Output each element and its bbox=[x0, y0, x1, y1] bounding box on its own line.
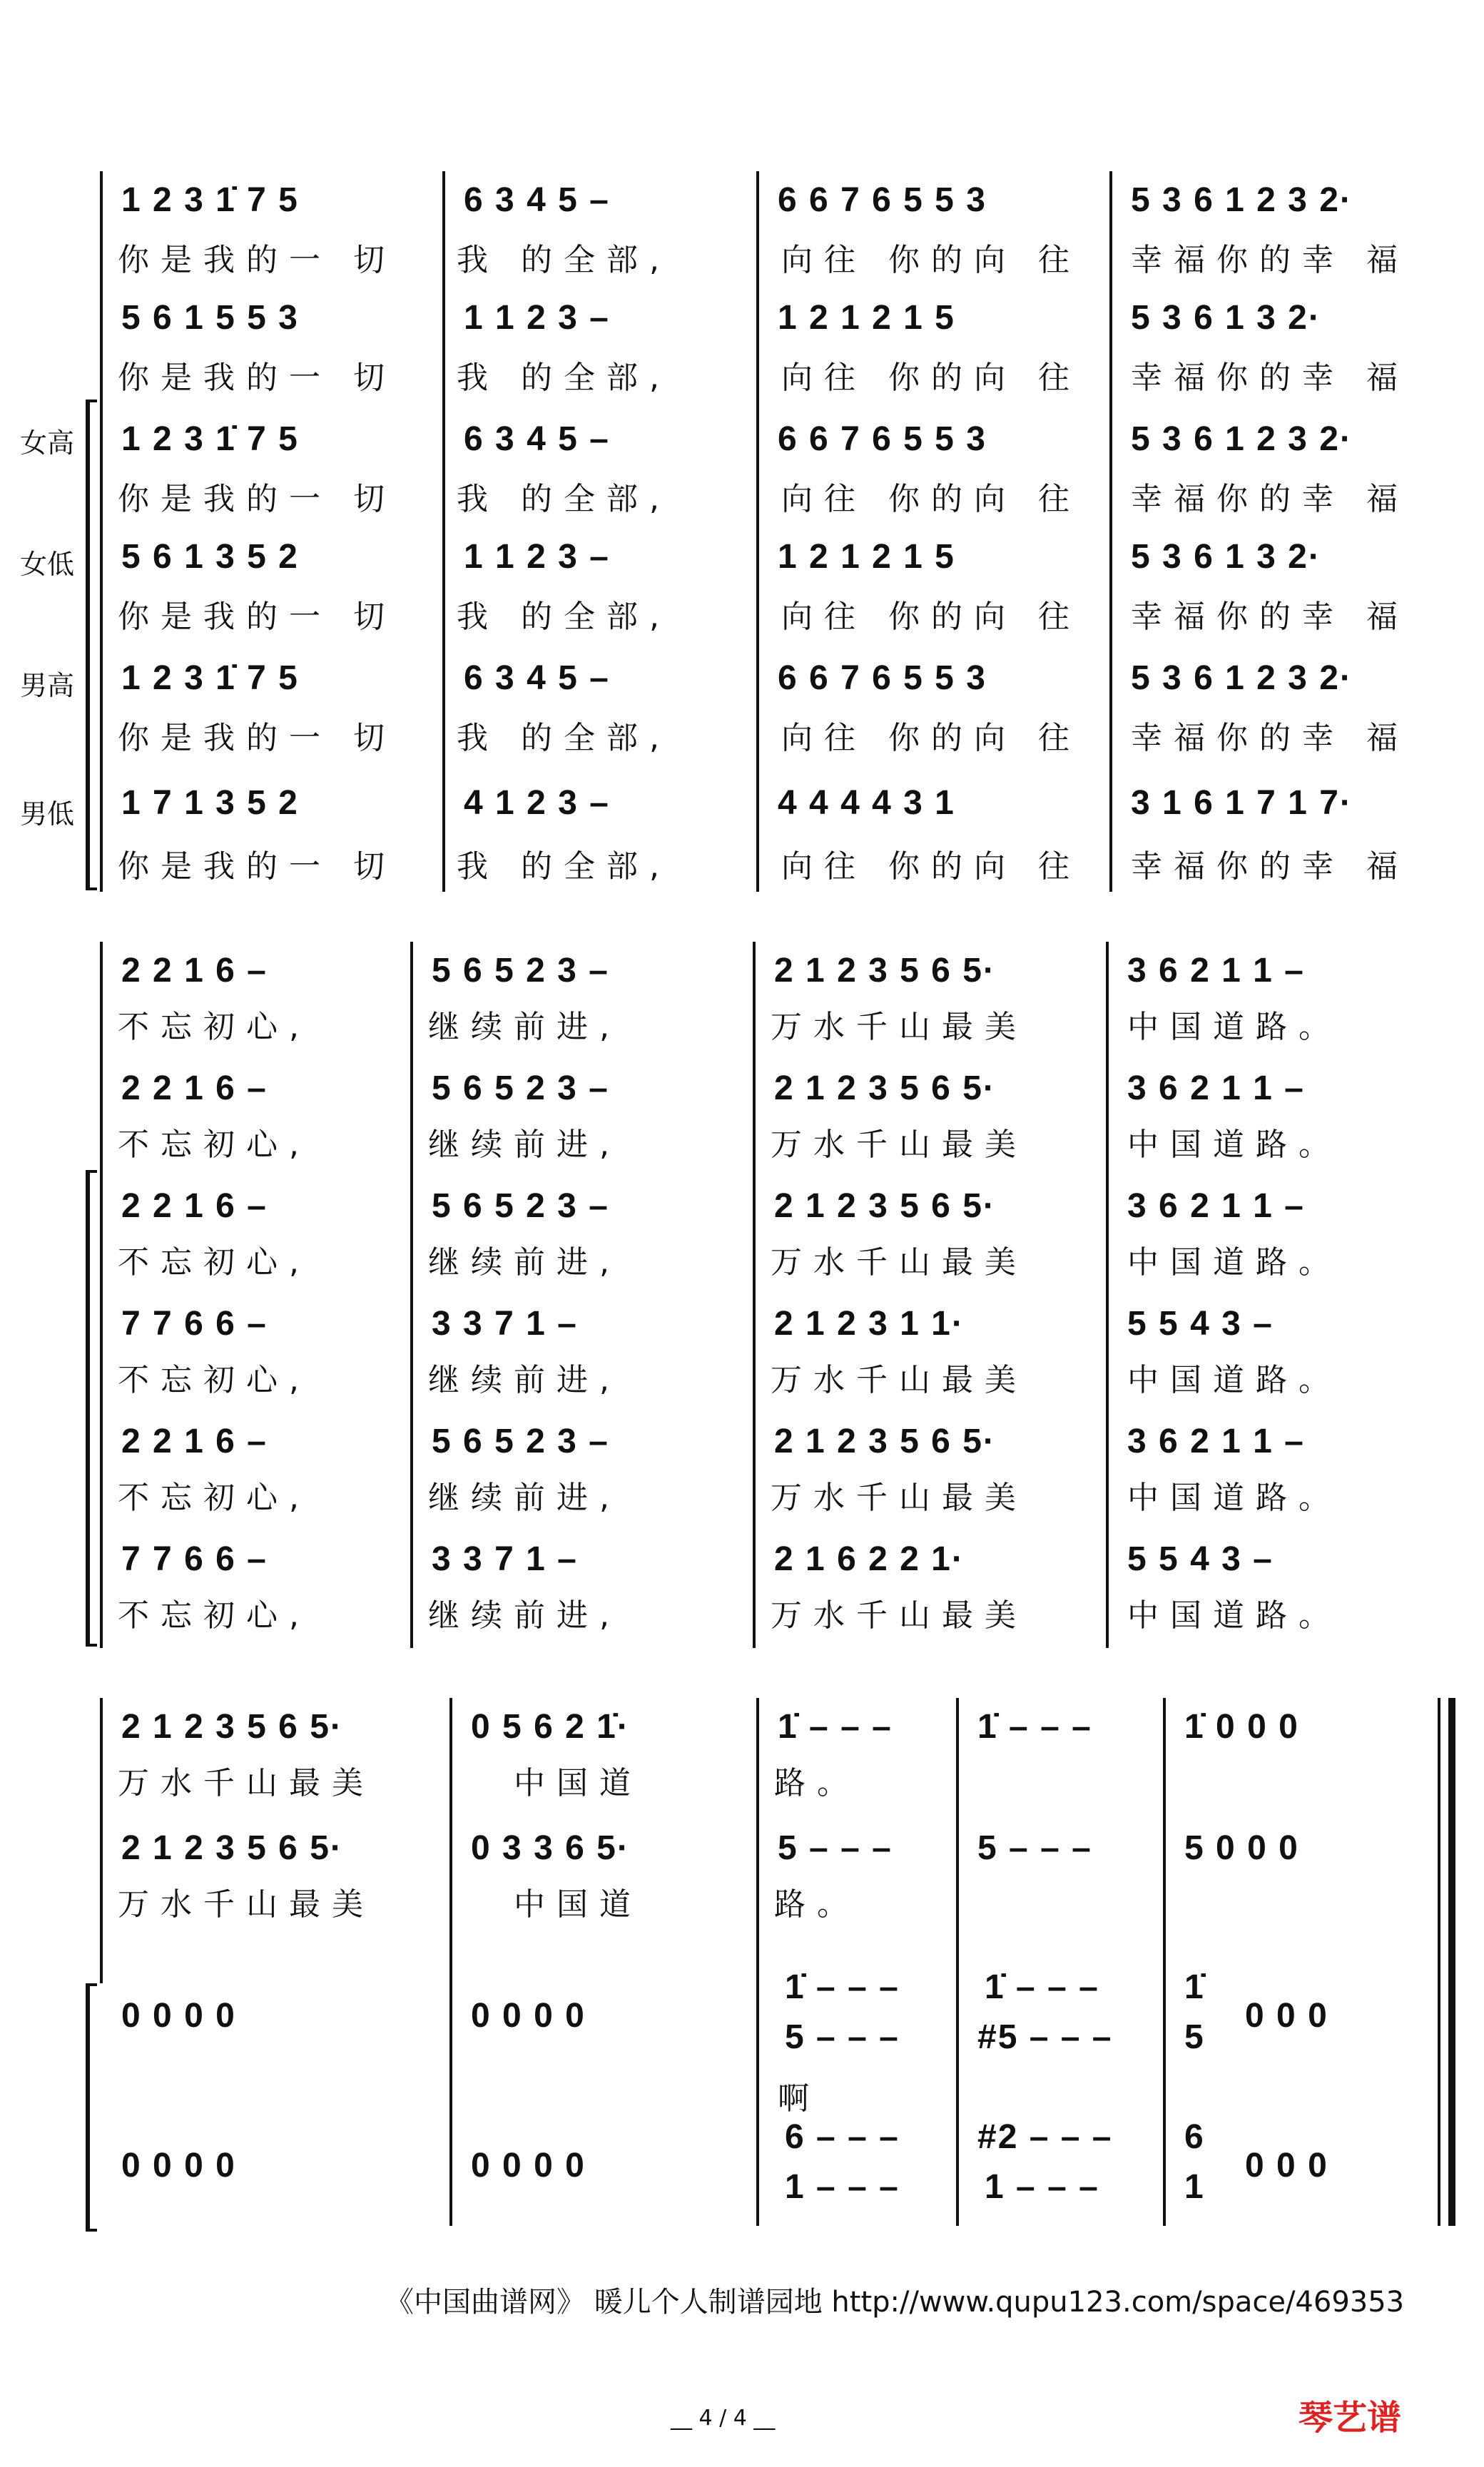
measure: 1 1 2 3 – bbox=[464, 298, 610, 337]
measure: 5 – – – bbox=[977, 1828, 1092, 1867]
lyric: 不忘初心, bbox=[118, 1244, 310, 1281]
lyric: 万水千山最美 bbox=[771, 1362, 1027, 1398]
measure: 6 6 7 6 5 5 3 bbox=[778, 180, 987, 219]
lyric: 万水千山最美 bbox=[771, 1009, 1027, 1045]
measure: 3 6 2 1 1 – bbox=[1127, 1186, 1305, 1225]
measure: 6 3 4 5 – bbox=[464, 658, 610, 697]
lyric: 中国道 bbox=[514, 1886, 642, 1923]
lyric: 继续前进, bbox=[428, 1480, 621, 1516]
measure: 0 0 0 bbox=[1245, 1996, 1328, 2035]
measure: 2 2 1 6 – bbox=[121, 1422, 268, 1460]
lyric: 路。 bbox=[774, 1886, 860, 1923]
measure: 2 2 1 6 – bbox=[121, 1069, 268, 1107]
lyric: 向往 你的向 往 bbox=[781, 599, 1081, 635]
measure: 3 6 2 1 1 – bbox=[1127, 1069, 1305, 1107]
measure: 5 3 6 1 3 2· bbox=[1131, 537, 1321, 576]
lyric: 向往 你的向 往 bbox=[781, 848, 1081, 885]
measure: 5 6 1 5 5 3 bbox=[121, 298, 299, 337]
lyric: 路。 bbox=[774, 1765, 860, 1801]
lyric-line bbox=[0, 232, 1484, 282]
lyric: 继续前进, bbox=[428, 1597, 621, 1634]
lyric: 向往 你的向 往 bbox=[781, 720, 1081, 756]
lyric: 我 的全部, bbox=[457, 481, 671, 517]
lyric-line bbox=[0, 1470, 1484, 1520]
measure: 5 3 6 1 2 3 2· bbox=[1131, 180, 1353, 219]
lyric: 中国道路。 bbox=[1127, 1480, 1341, 1516]
lyric: 幸福你的幸 福 bbox=[1131, 481, 1409, 517]
lyric-line bbox=[0, 1876, 1484, 1926]
notation-line bbox=[0, 410, 1484, 467]
measure-upper: 1̇ – – – bbox=[985, 1968, 1099, 2006]
lyric: 幸福你的幸 福 bbox=[1131, 720, 1409, 756]
lyric: 你是我的一 切 bbox=[118, 599, 396, 635]
lyric-line bbox=[0, 710, 1484, 760]
lyric: 万水千山最美 bbox=[118, 1765, 375, 1801]
lyric: 向往 你的向 往 bbox=[781, 242, 1081, 278]
measure: 1 2 1 2 1 5 bbox=[778, 298, 955, 337]
measure-lower: 1 – – – bbox=[785, 2167, 900, 2206]
lyric: 我 的全部, bbox=[457, 848, 671, 885]
voice-label-alto: 女低 bbox=[20, 549, 75, 580]
measure: 0 0 0 0 bbox=[121, 2146, 236, 2184]
notation-line bbox=[0, 528, 1484, 585]
measure: 1 2 3 1̇ 7 5 bbox=[121, 180, 299, 219]
lyric: 幸福你的幸 福 bbox=[1131, 360, 1409, 396]
measure: 3 1 6 1 7 1 7· bbox=[1131, 783, 1353, 822]
measure-lower: 5 bbox=[1184, 2018, 1205, 2056]
page-number: __ 4 / 4 __ bbox=[671, 2406, 776, 2431]
measure: 0 5 6 2 1̇· bbox=[471, 1707, 630, 1746]
measure: 5 6 5 2 3 – bbox=[432, 1186, 609, 1225]
lyric: 不忘初心, bbox=[118, 1362, 310, 1398]
measure: 2 1 2 3 5 6 5· bbox=[774, 951, 996, 990]
lyric-ah: 啊 bbox=[778, 2080, 809, 2117]
notation-line bbox=[0, 1295, 1484, 1352]
notation-line bbox=[0, 942, 1484, 999]
measure: 3 3 7 1 – bbox=[432, 1540, 578, 1578]
measure-upper: 6 bbox=[1184, 2117, 1205, 2156]
measure: 7 7 6 6 – bbox=[121, 1540, 268, 1578]
notation-line bbox=[0, 1968, 1484, 2056]
lyric: 不忘初心, bbox=[118, 1009, 310, 1045]
measure: 1 2 3 1̇ 7 5 bbox=[121, 658, 299, 697]
notation-line bbox=[0, 1177, 1484, 1234]
lyric: 中国道 bbox=[514, 1765, 642, 1801]
measure: 6 6 7 6 5 5 3 bbox=[778, 658, 987, 697]
lyric: 我 的全部, bbox=[457, 599, 671, 635]
lyric: 继续前进, bbox=[428, 1126, 621, 1163]
lyric-line bbox=[0, 1116, 1484, 1166]
lyric: 万水千山最美 bbox=[771, 1597, 1027, 1634]
lyric: 不忘初心, bbox=[118, 1126, 310, 1163]
score-system-1 bbox=[0, 157, 1484, 899]
voice-label-soprano: 女高 bbox=[20, 427, 75, 459]
lyric-line bbox=[0, 999, 1484, 1049]
measure: 5 3 6 1 3 2· bbox=[1131, 298, 1321, 337]
measure: 1̇ – – – bbox=[778, 1707, 893, 1746]
lyric-line bbox=[0, 471, 1484, 521]
notation-line bbox=[0, 649, 1484, 706]
notation-line bbox=[0, 774, 1484, 831]
measure: 7 7 6 6 – bbox=[121, 1304, 268, 1343]
measure: 2 1 2 3 5 6 5· bbox=[774, 1186, 996, 1225]
measure: 0 3 3 6 5· bbox=[471, 1828, 630, 1867]
measure: 3 6 2 1 1 – bbox=[1127, 951, 1305, 990]
measure: 2 1 2 3 5 6 5· bbox=[774, 1069, 996, 1107]
measure: 6 6 7 6 5 5 3 bbox=[778, 419, 987, 458]
measure: 0 0 0 0 bbox=[471, 2146, 586, 2184]
measure: 3 3 7 1 – bbox=[432, 1304, 578, 1343]
measure: 4 4 4 4 3 1 bbox=[778, 783, 955, 822]
measure: 2 1 2 3 5 6 5· bbox=[774, 1422, 996, 1460]
notation-line bbox=[0, 171, 1484, 228]
score-system-3 bbox=[0, 1698, 1484, 2233]
measure: 2 1 6 2 2 1· bbox=[774, 1540, 965, 1578]
measure: 5 0 0 0 bbox=[1184, 1828, 1299, 1867]
measure: 5 6 5 2 3 – bbox=[432, 1069, 609, 1107]
measure: 2 1 2 3 1 1· bbox=[774, 1304, 965, 1343]
lyric: 你是我的一 切 bbox=[118, 242, 396, 278]
measure: 0 0 0 0 bbox=[121, 1996, 236, 2035]
measure: 2 2 1 6 – bbox=[121, 1186, 268, 1225]
notation-line bbox=[0, 1530, 1484, 1587]
measure: 5 6 5 2 3 – bbox=[432, 951, 609, 990]
measure: 1̇ 0 0 0 bbox=[1184, 1707, 1299, 1746]
site-logo: 琴艺谱 bbox=[1298, 2398, 1402, 2438]
measure-lower: 5 – – – bbox=[785, 2018, 900, 2056]
lyric: 不忘初心, bbox=[118, 1597, 310, 1634]
measure-upper: 6 – – – bbox=[785, 2117, 900, 2156]
voice-label-bass: 男低 bbox=[20, 798, 75, 830]
notation-line bbox=[0, 1698, 1484, 1755]
lyric: 继续前进, bbox=[428, 1009, 621, 1045]
notation-line bbox=[0, 1819, 1484, 1876]
notation-line bbox=[0, 1413, 1484, 1470]
measure: 1 7 1 3 5 2 bbox=[121, 783, 299, 822]
lyric: 向往 你的向 往 bbox=[781, 360, 1081, 396]
lyric: 中国道路。 bbox=[1127, 1244, 1341, 1281]
lyric-line bbox=[0, 1352, 1484, 1402]
lyric: 万水千山最美 bbox=[771, 1244, 1027, 1281]
lyric: 中国道路。 bbox=[1127, 1597, 1341, 1634]
measure-upper: 1̇ bbox=[1184, 1968, 1205, 2006]
measure: 1 1 2 3 – bbox=[464, 537, 610, 576]
lyric: 你是我的一 切 bbox=[118, 720, 396, 756]
lyric: 你是我的一 切 bbox=[118, 360, 396, 396]
notation-line bbox=[0, 289, 1484, 346]
lyric-line bbox=[0, 350, 1484, 400]
lyric: 中国道路。 bbox=[1127, 1009, 1341, 1045]
lyric-line bbox=[0, 838, 1484, 888]
measure: 5 3 6 1 2 3 2· bbox=[1131, 658, 1353, 697]
measure-lower: 1 – – – bbox=[985, 2167, 1099, 2206]
measure: 5 3 6 1 2 3 2· bbox=[1131, 419, 1353, 458]
lyric: 我 的全部, bbox=[457, 360, 671, 396]
measure: 6 3 4 5 – bbox=[464, 419, 610, 458]
lyric: 不忘初心, bbox=[118, 1480, 310, 1516]
lyric: 你是我的一 切 bbox=[118, 481, 396, 517]
measure: 3 6 2 1 1 – bbox=[1127, 1422, 1305, 1460]
notation-line bbox=[0, 1059, 1484, 1116]
measure: 0 0 0 bbox=[1245, 2146, 1328, 2184]
footer-credit: 《中国曲谱网》 暖儿个人制谱园地 http://www.qupu123.com/space/469353 bbox=[385, 2286, 1405, 2319]
measure: 5 – – – bbox=[778, 1828, 893, 1867]
measure: 5 5 4 3 – bbox=[1127, 1304, 1274, 1343]
measure: 4 1 2 3 – bbox=[464, 783, 610, 822]
measure: 5 6 1 3 5 2 bbox=[121, 537, 299, 576]
lyric: 我 的全部, bbox=[457, 242, 671, 278]
lyric: 中国道路。 bbox=[1127, 1362, 1341, 1398]
lyric: 向往 你的向 往 bbox=[781, 481, 1081, 517]
measure: 0 0 0 0 bbox=[471, 1996, 586, 2035]
lyric: 万水千山最美 bbox=[771, 1480, 1027, 1516]
notation-line bbox=[0, 2117, 1484, 2206]
measure: 5 6 5 2 3 – bbox=[432, 1422, 609, 1460]
lyric-line bbox=[0, 1755, 1484, 1805]
voice-label-tenor: 男高 bbox=[20, 670, 75, 701]
lyric: 我 的全部, bbox=[457, 720, 671, 756]
measure: 2 1 2 3 5 6 5· bbox=[121, 1828, 343, 1867]
measure-lower: #5 – – – bbox=[977, 2018, 1113, 2056]
lyric: 万水千山最美 bbox=[771, 1126, 1027, 1163]
lyric: 幸福你的幸 福 bbox=[1131, 848, 1409, 885]
measure-upper: #2 – – – bbox=[977, 2117, 1113, 2156]
lyric: 你是我的一 切 bbox=[118, 848, 396, 885]
measure: 2 2 1 6 – bbox=[121, 951, 268, 990]
score-system-2 bbox=[0, 935, 1484, 1648]
measure: 1 2 3 1̇ 7 5 bbox=[121, 419, 299, 458]
measure: 1̇ – – – bbox=[977, 1707, 1092, 1746]
lyric: 幸福你的幸 福 bbox=[1131, 242, 1409, 278]
lyric: 中国道路。 bbox=[1127, 1126, 1341, 1163]
measure: 6 3 4 5 – bbox=[464, 180, 610, 219]
measure: 5 5 4 3 – bbox=[1127, 1540, 1274, 1578]
lyric-line bbox=[0, 589, 1484, 639]
lyric: 继续前进, bbox=[428, 1244, 621, 1281]
lyric: 继续前进, bbox=[428, 1362, 621, 1398]
measure: 1 2 1 2 1 5 bbox=[778, 537, 955, 576]
measure: 2 1 2 3 5 6 5· bbox=[121, 1707, 343, 1746]
measure-upper: 1̇ – – – bbox=[785, 1968, 900, 2006]
lyric: 幸福你的幸 福 bbox=[1131, 599, 1409, 635]
lyric-line bbox=[0, 1234, 1484, 1284]
lyric-line bbox=[0, 1587, 1484, 1637]
lyric: 万水千山最美 bbox=[118, 1886, 375, 1923]
measure-lower: 1 bbox=[1184, 2167, 1205, 2206]
